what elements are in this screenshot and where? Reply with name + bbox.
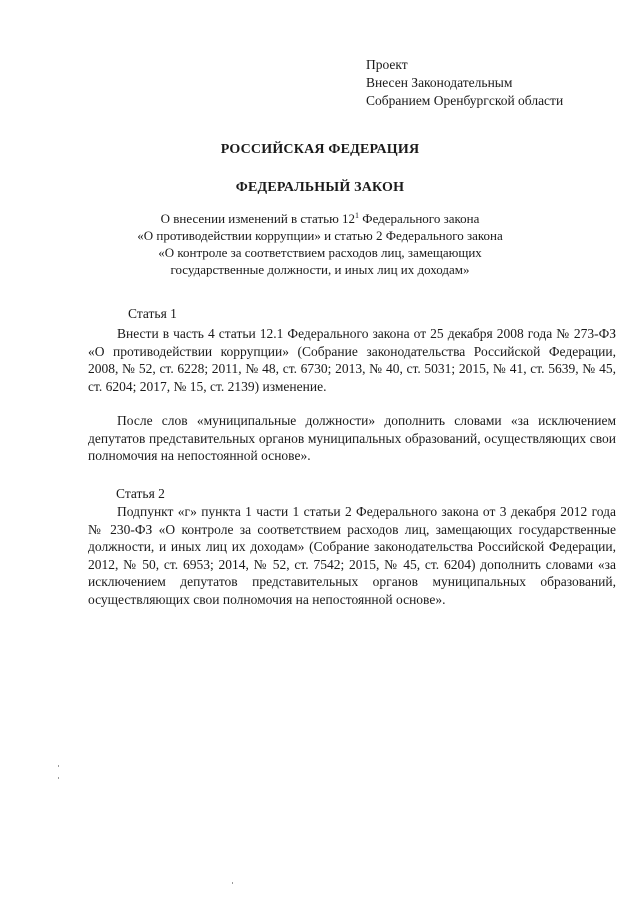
stamp-line-submitted: Внесен Законодательным (366, 75, 513, 90)
subject-superscript: 1 (355, 211, 360, 220)
scan-speck (58, 777, 59, 779)
article-1-paragraph-2: После слов «муниципальные должности» дополнить словами «за исключением депутатов представительных органов муниципальных образований, осуществляющих свои полномочия на непостоянной основе». (88, 413, 616, 463)
law-subject (130, 210, 510, 278)
scan-speck (232, 882, 233, 884)
project-stamp (366, 56, 563, 110)
article-2-title: Статья 2 (116, 486, 165, 501)
article-1-paragraph-1: Внести в часть 4 статьи 12.1 Федерального закона от 25 декабря 2008 года № 273-ФЗ «О противодействии коррупции» (Собрание законодательства Российской Федерации, 2008, № 52, ст. 6228; 2011, № 48, ст. 6730; 2013, № 40, ст. 5031; 2015, № 41, ст. 5639, № 45, ст. 6204; 2017, № 15, ст. 2139) изменение. (88, 326, 616, 394)
subject-line-3: «О контроле за соответствием расходов лиц, замещающих (158, 245, 482, 260)
stamp-line-project: Проект (366, 57, 408, 72)
article-2-paragraph-1: Подпункт «г» пункта 1 части 1 статьи 2 Федерального закона от 3 декабря 2012 года № 230-ФЗ «О контроле за соответствием расходов лиц, замещающих государственные должности, и иных лиц их доходам» (Собрание законодательства Российской Федерации, 2012, № 50, ст. 6953; 2014, № 52, ст. 7542; 2015, № 45, ст. 6204) дополнить словами «за исключением депутатов представительных органов муниципальных образований, осуществляющих свои полномочия на непостоянной основе». (88, 504, 616, 607)
subject-line-1-text-end: Федерального закона (359, 211, 480, 226)
subject-line-1 (130, 210, 510, 227)
stamp-line-assembly: Собранием Оренбургской области (366, 93, 564, 108)
scan-speck (58, 765, 59, 767)
country-heading: РОССИЙСКАЯ ФЕДЕРАЦИЯ (220, 142, 420, 157)
article-1-title: Статья 1 (128, 306, 177, 321)
subject-line-2: «О противодействии коррупции» и статью 2 Федерального закона (137, 228, 503, 243)
subject-line-4: государственные должности, и иных лиц их доходам» (170, 262, 470, 277)
subject-line-1-text: О внесении изменений в статью 12 (160, 211, 356, 226)
law-type-heading: ФЕДЕРАЛЬНЫЙ ЗАКОН (235, 180, 405, 195)
